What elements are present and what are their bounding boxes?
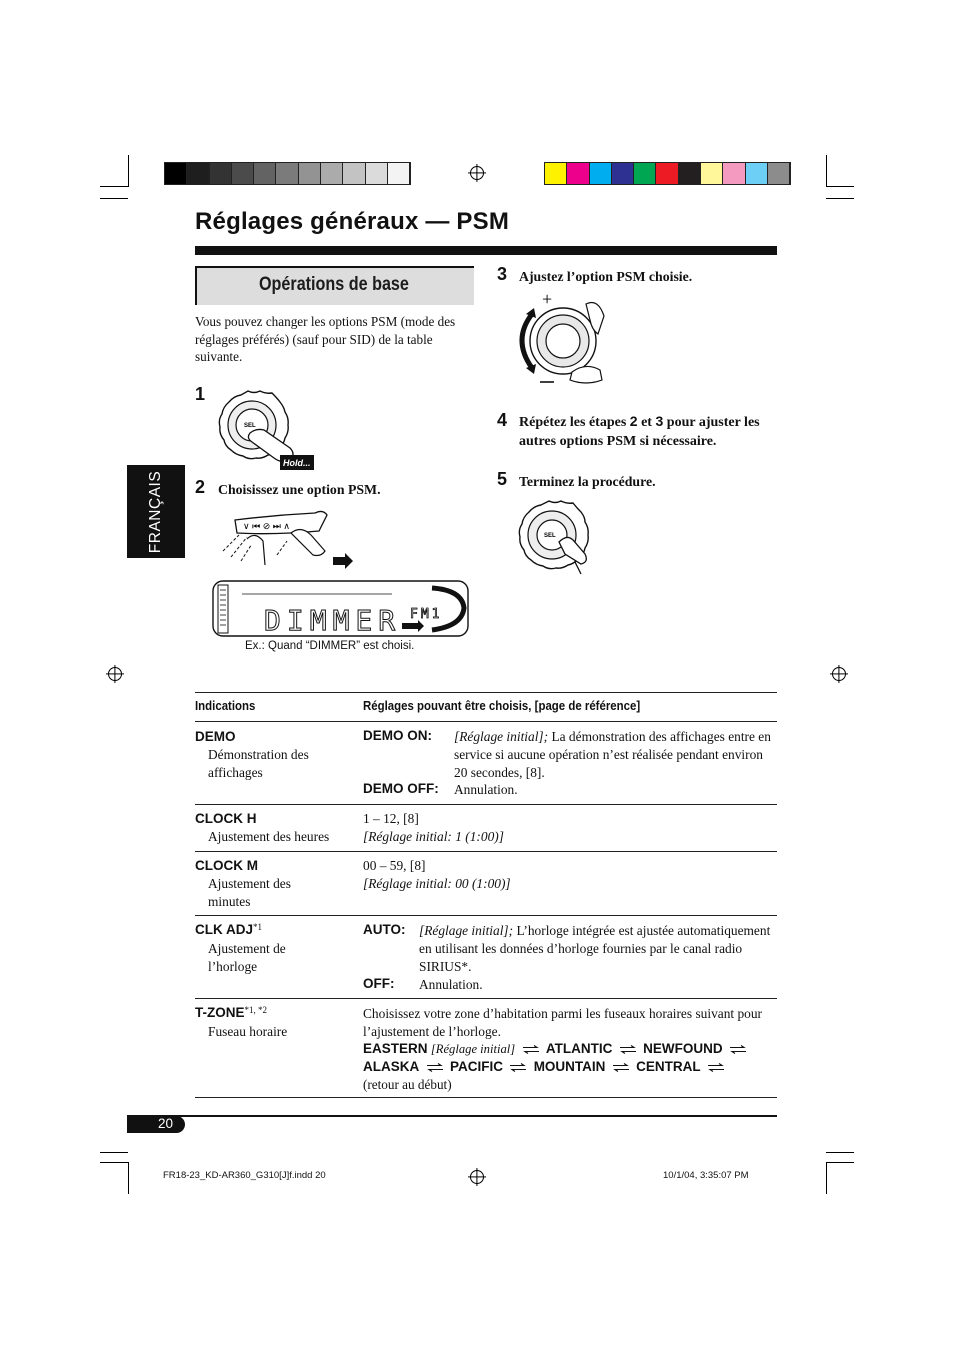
crop-mark — [826, 1162, 827, 1194]
page-number: 20 — [157, 1116, 173, 1131]
step-3-number: 3 — [497, 264, 508, 284]
crop-mark — [100, 1152, 128, 1153]
footer-date: 10/1/04, 3:35:07 PM — [663, 1170, 749, 1181]
zone-back-text: (retour au début) — [363, 1077, 452, 1092]
cycle-arrows-icon — [522, 1045, 540, 1054]
color-swatch — [701, 163, 723, 184]
skip-buttons-icon — [215, 505, 355, 575]
lcd-sub-text: FM1 — [410, 607, 443, 622]
step-5-number: 5 — [497, 469, 508, 489]
clock-h-range: 1 – 12, [8] — [363, 811, 419, 826]
section-title: Opérations de base — [259, 274, 409, 295]
row-name-t-zone: $T-ZONE^{*1, *2}$ — [195, 1005, 267, 1020]
option-demo-on-text: [Réglage initial]; La démonstration des affichages entre en service si aucune opération n’est réalisée pendant environ 20 secondes, [8]. — [454, 729, 771, 780]
row-name-clock-m: CLOCK M — [195, 858, 258, 873]
step-2-number: 2 — [195, 477, 206, 497]
color-swatch — [679, 163, 701, 184]
row-desc-t-zone: Fuseau horaire — [208, 1024, 288, 1039]
color-swatch — [768, 163, 790, 184]
color-swatch — [590, 163, 612, 184]
registration-mark-icon — [470, 166, 484, 180]
step-3-text: Ajustez l’option PSM choisie. — [519, 269, 693, 284]
crop-mark — [128, 1162, 129, 1194]
crop-mark — [826, 155, 827, 187]
sel-knob-press-icon — [515, 498, 595, 578]
color-bar — [544, 162, 791, 185]
row-desc-clock-h: Ajustement des heures — [208, 829, 330, 844]
table-header-indications: Indications — [195, 698, 256, 713]
option-off: OFF: — [363, 976, 395, 991]
registration-mark-icon — [470, 1170, 484, 1184]
zone-central: CENTRAL — [636, 1059, 701, 1074]
row-name-clk-adj: CLK ADJ$^{*1}$ — [195, 922, 263, 937]
crop-mark — [100, 198, 128, 199]
page-title: Réglages généraux — PSM — [195, 208, 510, 235]
gray-swatch — [343, 163, 365, 184]
table-bottom-rule — [195, 1097, 777, 1098]
gray-swatch — [210, 163, 232, 184]
color-swatch — [634, 163, 656, 184]
grayscale-bar — [164, 162, 411, 185]
clock-m-range: 00 – 59, [8] — [363, 858, 426, 873]
registration-mark-icon — [108, 667, 122, 681]
crop-mark — [826, 1152, 854, 1153]
lcd-display — [212, 580, 470, 638]
sel-label: SEL — [544, 533, 556, 539]
color-swatch — [746, 163, 768, 184]
gray-swatch — [388, 163, 410, 184]
gray-swatch — [366, 163, 388, 184]
language-label: FRANÇAIS — [147, 470, 164, 553]
color-swatch — [567, 163, 589, 184]
zone-pacific: PACIFIC — [449, 1059, 503, 1074]
zone-eastern: EASTERN — [363, 1041, 428, 1056]
option-demo-off: DEMO OFF: — [363, 781, 439, 796]
crop-mark — [826, 198, 854, 199]
gray-swatch — [165, 163, 187, 184]
svg-text:+: + — [542, 290, 553, 309]
bottom-rule — [127, 1115, 777, 1117]
crop-mark — [826, 1162, 854, 1163]
page-number-badge — [127, 1116, 185, 1133]
crop-mark — [100, 1162, 128, 1163]
gray-swatch — [254, 163, 276, 184]
footer-file: FR18-23_KD-AR360_G310[J]f.indd 20 — [163, 1170, 326, 1181]
rotary-knob-icon — [512, 290, 612, 388]
sel-label: SEL — [244, 423, 256, 429]
svg-text:∨ ⏮ ⊘ ⏭ ∧: ∨ ⏮ ⊘ ⏭ ∧ — [243, 521, 290, 531]
gray-swatch — [321, 163, 343, 184]
table-top-rule — [195, 692, 777, 693]
table-rule — [195, 851, 777, 852]
t-zone-text: Choisissez votre zone d’habitation parmi les fuseaux horaires suivant pour l’ajustement de l’horloge. — [363, 1006, 763, 1039]
zone-atlantic: ATLANTIC — [545, 1041, 613, 1056]
row-name-demo: DEMO — [195, 729, 236, 744]
sel-knob-hold-icon — [212, 388, 322, 472]
step-1-number: 1 — [195, 384, 206, 404]
row-desc-clock-m: Ajustement des minutes — [208, 876, 291, 909]
cycle-arrows-icon — [729, 1045, 747, 1054]
title-rule — [195, 246, 777, 255]
gray-swatch — [232, 163, 254, 184]
option-demo-off-text: Annulation. — [454, 782, 518, 797]
option-demo-on: DEMO ON: — [363, 728, 432, 743]
row-name-clock-h: CLOCK H — [195, 811, 257, 826]
color-swatch — [612, 163, 634, 184]
cycle-arrows-icon — [509, 1063, 527, 1072]
table-rule — [195, 804, 777, 805]
gray-swatch — [276, 163, 298, 184]
step-5-text: Terminez la procédure. — [519, 474, 656, 489]
registration-mark-icon — [832, 667, 846, 681]
option-off-text: Annulation. — [419, 977, 483, 992]
cycle-arrows-icon — [619, 1045, 637, 1054]
step-2-text: Choisissez une option PSM. — [218, 482, 381, 497]
zone-newfound: NEWFOUND — [643, 1041, 723, 1056]
gray-swatch — [299, 163, 321, 184]
clock-m-initial: [Réglage initial: 00 (1:00)] — [363, 876, 511, 891]
t-zone-sequence — [363, 1040, 777, 1094]
cycle-arrows-icon — [426, 1063, 444, 1072]
intro-text: Vous pouvez changer les options PSM (mode des réglages préférés) (sauf pour SID) de la table suivante. — [195, 314, 456, 364]
cycle-arrows-icon — [612, 1063, 630, 1072]
step-4-text: Répétez les étapes 2 et 3 pour ajuster les autres options PSM si nécessaire. — [519, 413, 760, 449]
crop-mark — [128, 155, 129, 187]
hold-badge: Hold... — [283, 458, 311, 468]
section-header — [195, 266, 474, 305]
color-swatch — [723, 163, 745, 184]
table-rule — [195, 915, 777, 916]
table-rule — [195, 721, 777, 722]
step-4-number: 4 — [497, 410, 508, 430]
color-swatch — [545, 163, 567, 184]
option-auto-text: [Réglage initial]; L’horloge intégrée est ajustée automatiquement en utilisant les données d’horloge fournies par le canal radio SIRIUS*. — [419, 923, 771, 974]
language-tab — [127, 465, 185, 558]
row-desc-demo: Démonstration des affichages — [208, 747, 309, 780]
row-desc-clk-adj: Ajustement de l’horloge — [208, 941, 286, 974]
table-header-settings: Réglages pouvant être choisis, [page de référence] — [363, 698, 641, 713]
table-rule — [195, 998, 777, 999]
clock-h-initial: [Réglage initial: 1 (1:00)] — [363, 829, 504, 844]
gray-swatch — [187, 163, 209, 184]
crop-mark — [100, 186, 128, 187]
color-swatch — [656, 163, 678, 184]
cycle-arrows-icon — [707, 1063, 725, 1072]
zone-mountain: MOUNTAIN — [533, 1059, 606, 1074]
zone-initial: [Réglage initial] — [430, 1042, 516, 1056]
zone-alaska: ALASKA — [363, 1059, 420, 1074]
display-caption: Ex.: Quand “DIMMER” est choisi. — [245, 640, 415, 652]
option-auto: AUTO: — [363, 922, 406, 937]
lcd-main-text: DIMMER — [264, 604, 402, 637]
crop-mark — [826, 186, 854, 187]
